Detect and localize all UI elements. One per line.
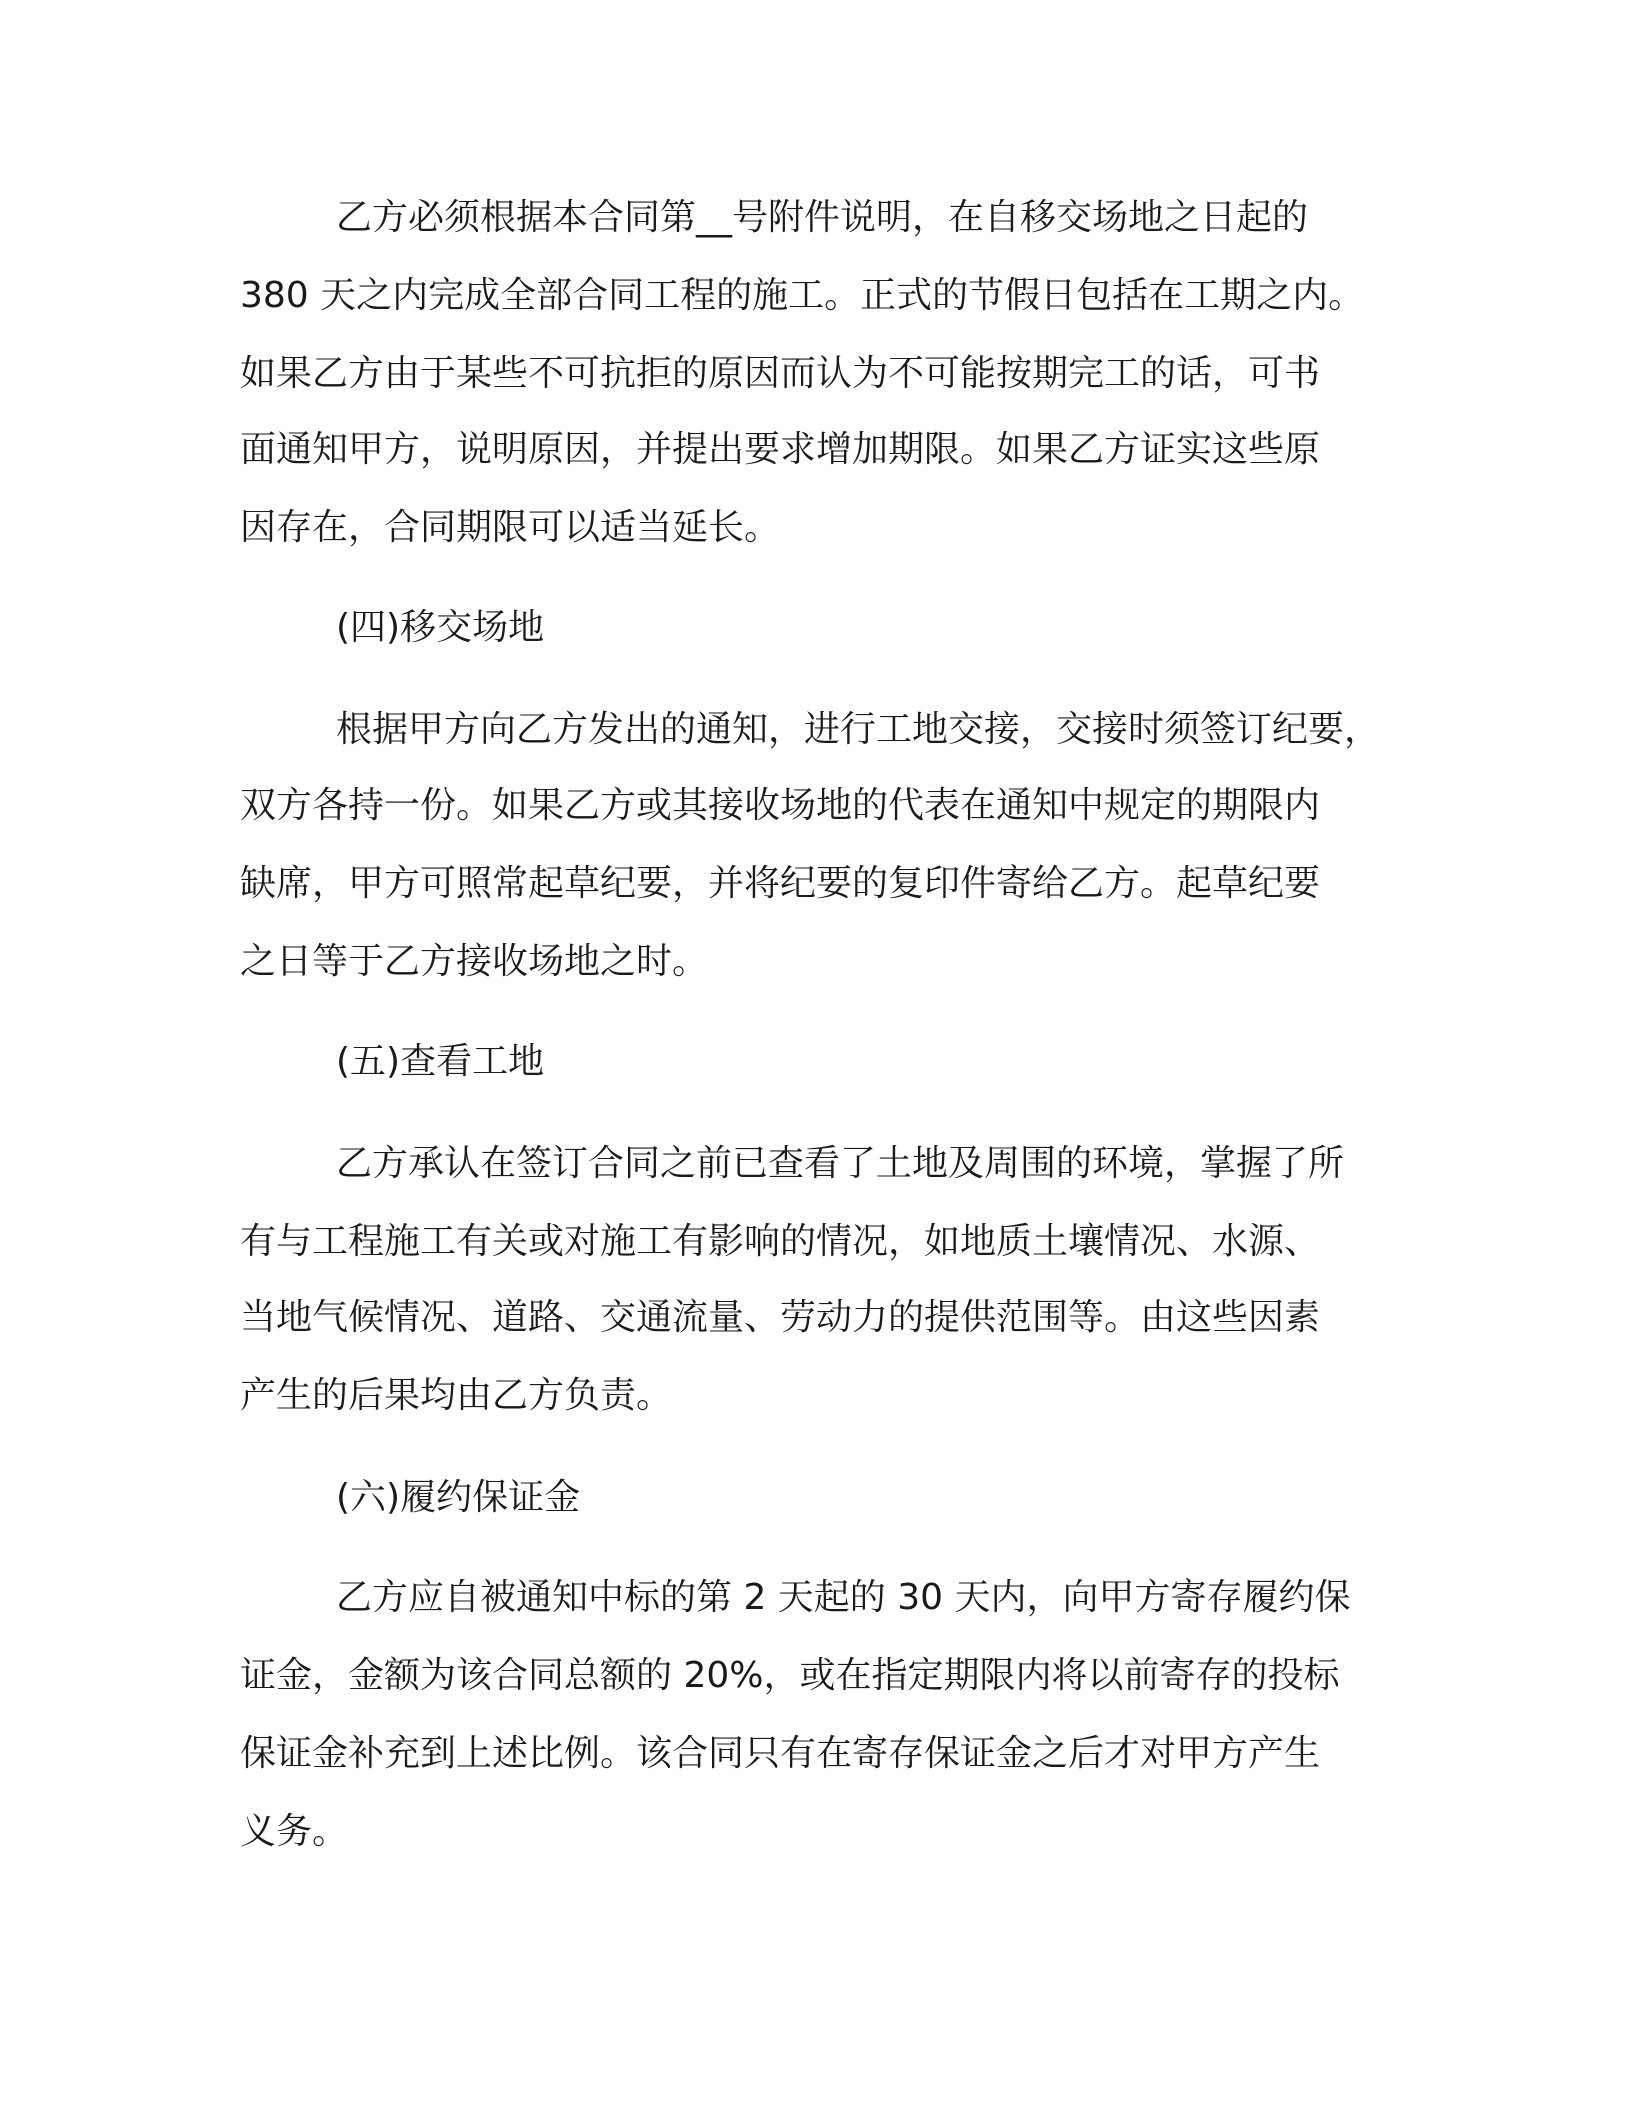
paragraph-5-line-4: 产生的后果均由乙方负责。	[240, 1375, 673, 1416]
paragraph-3-line-5: 因存在，合同期限可以适当延长。	[240, 507, 781, 548]
paragraph-4-line-1: 根据甲方向乙方发出的通知，进行工地交接，交接时须签订纪要，	[336, 709, 1381, 750]
paragraph-5-line-2: 有与工程施工有关或对施工有影响的情况，如地质土壤情况、水源、	[240, 1221, 1321, 1262]
section-heading-5: (五)查看工地	[336, 1041, 545, 1082]
section-heading-6: (六)履约保证金	[336, 1477, 581, 1518]
paragraph-6-line-4: 义务。	[240, 1811, 349, 1852]
paragraph-5-line-1: 乙方承认在签订合同之前已查看了土地及周围的环境，掌握了所	[336, 1143, 1345, 1184]
paragraph-4-line-4: 之日等于乙方接收场地之时。	[240, 941, 709, 982]
paragraph-5-line-3: 当地气候情况、道路、交通流量、劳动力的提供范围等。由这些因素	[240, 1297, 1321, 1338]
paragraph-3-line-3: 如果乙方由于某些不可抗拒的原因而认为不可能按期完工的话，可书	[240, 353, 1321, 394]
paragraph-6-line-3: 保证金补充到上述比例。该合同只有在寄存保证金之后才对甲方产生	[240, 1733, 1321, 1774]
paragraph-3-line-4: 面通知甲方，说明原因，并提出要求增加期限。如果乙方证实这些原	[240, 429, 1321, 470]
paragraph-3-line-1: 乙方必须根据本合同第__号附件说明，在自移交场地之日起的	[336, 197, 1309, 238]
paragraph-6-line-2: 证金，金额为该合同总额的 20%，或在指定期限内将以前寄存的投标	[240, 1655, 1340, 1696]
paragraph-4-line-3: 缺席，甲方可照常起草纪要，并将纪要的复印件寄给乙方。起草纪要	[240, 863, 1321, 904]
paragraph-4-line-2: 双方各持一份。如果乙方或其接收场地的代表在通知中规定的期限内	[240, 785, 1321, 826]
section-heading-4: (四)移交场地	[336, 607, 545, 648]
paragraph-6-line-1: 乙方应自被通知中标的第 2 天起的 30 天内，向甲方寄存履约保	[336, 1577, 1351, 1618]
paragraph-3-line-2: 380 天之内完成全部合同工程的施工。正式的节假日包括在工期之内。	[240, 275, 1365, 316]
